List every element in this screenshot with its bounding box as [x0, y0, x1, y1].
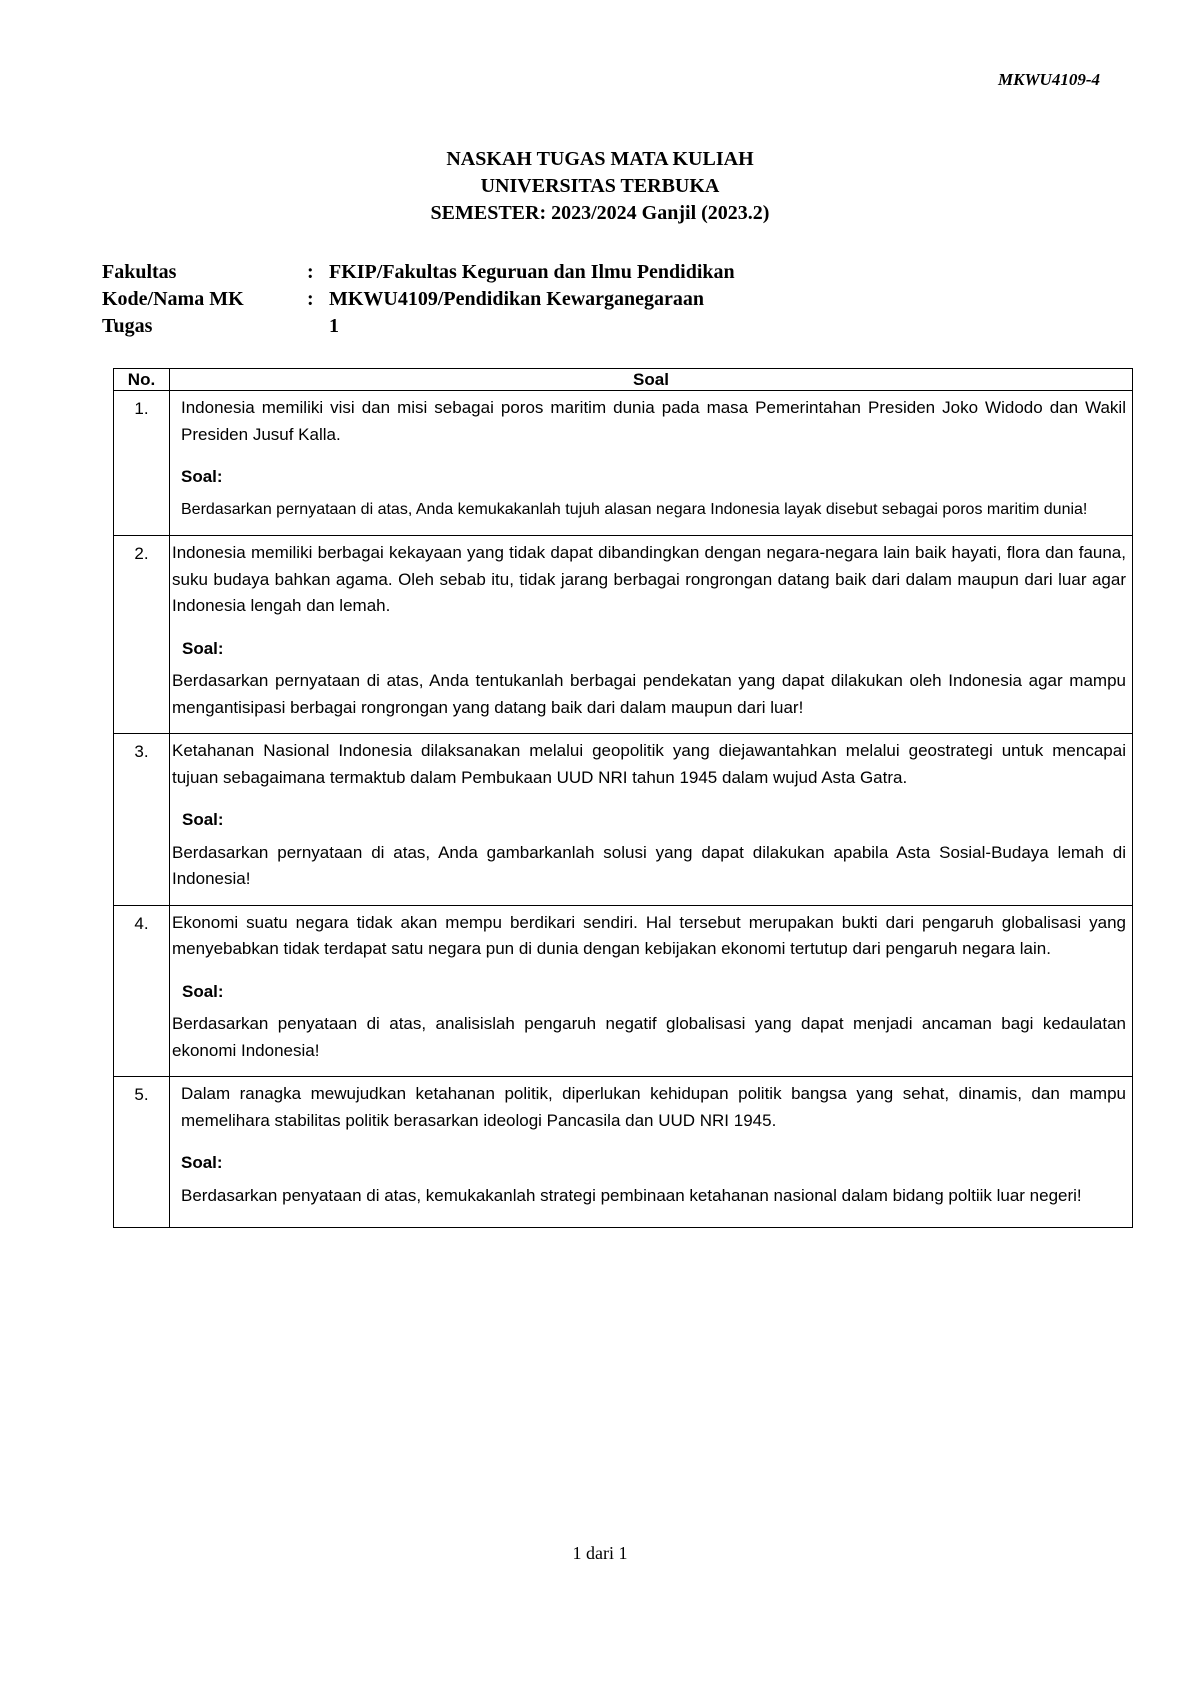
- question-context: Dalam ranagka mewujudkan ketahanan politik, diperlukan kehidupan politik bangsa yang sehat, dinamis, dan mampu memelihara stabilitas politik berasarkan ideologi Pancasila dan UUD NRI 1945.: [181, 1084, 1126, 1130]
- header-soal: Soal: [170, 369, 1133, 391]
- soal-label: Soal:: [181, 1153, 223, 1172]
- course-info: [102, 259, 735, 340]
- info-colon: [307, 313, 329, 340]
- questions-table: [113, 368, 1133, 1228]
- question-context: Indonesia memiliki visi dan misi sebagai poros maritim dunia pada masa Pemerintahan Presiden Joko Widodo dan Wakil Presiden Jusuf Kalla.: [181, 398, 1126, 444]
- question-prompt: Berdasarkan pernyataan di atas, Anda tentukanlah berbagai pendekatan yang dapat dilakukan oleh Indonesia agar mampu mengantisipasi berbagai rongrongan yang datang baik dari dalam maupun dari luar!: [172, 671, 1126, 717]
- info-row-assignment: [102, 313, 735, 340]
- question-number: 4.: [114, 905, 170, 1077]
- info-value: MKWU4109/Pendidikan Kewarganegaraan: [329, 288, 705, 310]
- soal-label: Soal:: [182, 810, 224, 829]
- question-context: Indonesia memiliki berbagai kekayaan yang tidak dapat dibandingkan dengan negara-negara lain baik hayati, flora dan fauna, suku budaya bahkan agama. Oleh sebab itu, tidak jarang berbagai rongrongan datang baik dari dalam maupun dari luar agar Indonesia lengah dan lemah.: [172, 543, 1126, 615]
- soal-label: Soal:: [181, 467, 223, 486]
- table-row: [114, 391, 1133, 536]
- table-row: [114, 905, 1133, 1077]
- question-number: 3.: [114, 734, 170, 906]
- soal-label: Soal:: [182, 981, 224, 1001]
- title-line-2: UNIVERSITAS TERBUKA: [480, 175, 720, 197]
- title-line-3: SEMESTER: 2023/2024 Ganjil (2023.2): [430, 202, 770, 224]
- question-prompt: Berdasarkan penyataan di atas, analisislah pengaruh negatif globalisasi yang dapat menjadi ancaman bagi kedaulatan ekonomi Indonesia!: [172, 1014, 1126, 1060]
- question-prompt: Berdasarkan pernyataan di atas, Anda gambarkanlah solusi yang dapat dilakukan apabila Asta Sosial-Budaya lemah di Indonesia!: [172, 842, 1126, 888]
- question-cell: [170, 391, 1133, 536]
- question-number: 5.: [114, 1077, 170, 1228]
- question-prompt: Berdasarkan penyataan di atas, kemukakanlah strategi pembinaan ketahanan nasional dalam bidang poltiik luar negeri!: [181, 1185, 1082, 1205]
- question-number: 2.: [114, 536, 170, 734]
- table-row: [114, 734, 1133, 906]
- table-row: [114, 1077, 1133, 1228]
- info-colon: :: [307, 288, 314, 310]
- question-cell: [170, 1077, 1133, 1228]
- info-colon: :: [307, 261, 314, 283]
- question-context: Ketahanan Nasional Indonesia dilaksanakan melalui geopolitik yang diejawantahkan melalui geostrategi untuk mencapai tujuan sebagaimana termaktub dalam Pembukaan UUD NRI tahun 1945 dalam wujud Asta Gatra.: [172, 741, 1126, 787]
- info-value: FKIP/Fakultas Keguruan dan Ilmu Pendidikan: [329, 261, 735, 283]
- table-header-row: [114, 369, 1133, 391]
- info-value: 1: [329, 315, 339, 337]
- question-cell: [170, 734, 1133, 906]
- course-code: MKWU4109-4: [997, 70, 1100, 89]
- info-label: Fakultas: [102, 261, 177, 283]
- question-context: Ekonomi suatu negara tidak akan mempu berdikari sendiri. Hal tersebut merupakan bukti dari pengaruh globalisasi yang menyebabkan tidak terdapat satu negara pun di dunia dengan kebijakan ekonomi tertutup dari pengaruh negara lain.: [172, 912, 1126, 958]
- question-cell: [170, 905, 1133, 1077]
- info-row-faculty: [102, 259, 735, 286]
- page-number: 1 dari 1: [572, 1543, 628, 1563]
- question-cell: [170, 536, 1133, 734]
- info-row-course: [102, 286, 735, 313]
- header-no: No.: [114, 369, 170, 391]
- table-row: [114, 536, 1133, 734]
- info-label: Tugas: [102, 315, 153, 337]
- soal-label: Soal:: [182, 638, 224, 658]
- question-number: 1.: [114, 391, 170, 536]
- question-prompt: Berdasarkan pernyataan di atas, Anda kemukakanlah tujuh alasan negara Indonesia layak disebut sebagai poros maritim dunia!: [181, 500, 1088, 518]
- info-label: Kode/Nama MK: [102, 288, 244, 310]
- document-title: [0, 146, 1200, 227]
- title-line-1: NASKAH TUGAS MATA KULIAH: [446, 148, 754, 170]
